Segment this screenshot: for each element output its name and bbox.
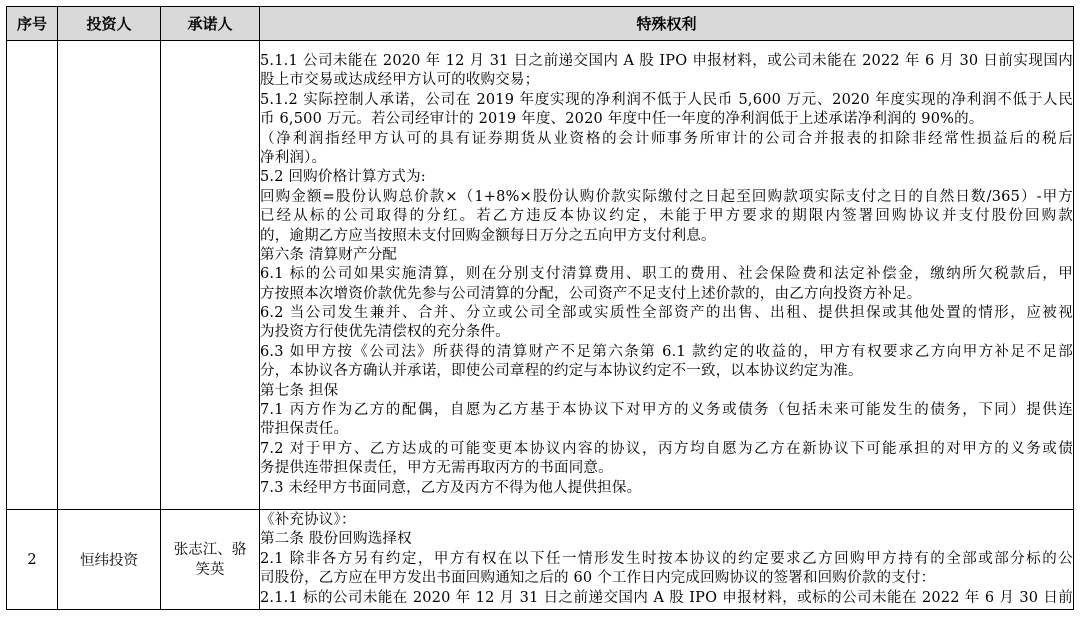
row2-promisor	[161, 510, 260, 610]
table-header-row	[7, 7, 1074, 41]
rights-line: 6.3 如甲方按《公司法》所获得的清算财产不足第六条第 6.1 款约定的收益的，甲方有权要求乙方向甲方补足不足部	[260, 343, 1073, 360]
rights-line: 的，逾期乙方应当按照未支付回购金额每日万分之五向甲方支付利息。	[260, 227, 716, 244]
rights-line: 7.2 对于甲方、乙方达成的可能变更本协议内容的协议，丙方均自愿为乙方在新协议下可能承担的对甲方的义务或债	[260, 440, 1073, 457]
promisor-line: 张志江、骆	[173, 541, 247, 558]
rights-line: 第七条 担保	[260, 382, 339, 399]
header-investor: 投资人	[58, 7, 161, 41]
rights-line: 司股份，乙方应在甲方发出书面回购通知之后的 60 个工作日内完成回购协议的签署和回购价款的支付：	[260, 570, 936, 587]
header-seq: 序号	[7, 7, 58, 41]
header-special-rights: 特殊权利	[260, 7, 1074, 41]
rights-line: 6.1 标的公司如果实施清算，则在分别支付清算费用、职工的费用、社会保险费和法定补偿金，缴纳所欠税款后，甲	[260, 266, 1073, 283]
rights-line: 分，本协议各方确认并承诺，即使公司章程的约定与本协议约定不一致，以本协议约定为准。	[260, 363, 863, 380]
table-row	[7, 510, 1074, 610]
rights-line: 5.2 回购价格计算方式为:	[260, 169, 426, 186]
rights-line: 5.1.1 公司未能在 2020 年 12 月 31 日之前递交国内 A 股 IPO 申报材料，或公司未能在 2022 年 6 月 30 日前实现国内	[260, 53, 1073, 69]
header-promisor: 承诺人	[161, 7, 260, 41]
rights-line: 为投资方行使优先清偿权的充分条件。	[260, 324, 510, 341]
table-row	[7, 41, 1074, 510]
rights-line: 7.1 丙方作为乙方的配偶，自愿为乙方基于本协议下对甲方的义务或债务（包括未来可能发生的债务，下同）提供连	[260, 402, 1073, 419]
rights-line: 2.1 除非各方另有约定，甲方有权在以下任一情形发生时按本协议的约定要求乙方回购甲方持有的全部或部分标的公	[260, 550, 1073, 567]
rights-line: 股上市交易或达成经甲方认可的收购交易；	[260, 72, 540, 89]
row2-investor: 恒纬投资	[58, 510, 161, 610]
rights-line: 第六条 清算财产分配	[260, 246, 398, 263]
row1-rights-cell	[260, 41, 1074, 510]
row2-rights-cell	[260, 510, 1074, 610]
rights-line: 务提供连带担保责任，甲方无需再取丙方的书面同意。	[260, 460, 613, 477]
rights-line: 回购金额=股份认购总价款×（1+8%×股份认购价款实际缴付之日起至回购款项实际支付之日的自然日数/365）-甲方	[260, 188, 1073, 205]
row1-promisor	[161, 41, 260, 510]
rights-line: 已经从标的公司取得的分红。若乙方违反本协议约定，未能于甲方要求的期限内签署回购协议并支付股份回购款	[260, 208, 1073, 225]
rights-line: 方按照本次增资价款优先参与公司清算的分配，公司资产不足支付上述价款的，由乙方向投资方补足。	[260, 285, 922, 302]
row1-seq	[7, 41, 58, 510]
promisor-line: 笑英	[195, 561, 225, 578]
rights-line: 2.1.1 标的公司未能在 2020 年 12 月 31 日之前递交国内 A 股 IPO 申报材料，或标的公司未能在 2022 年 6 月 30 日前	[260, 589, 1073, 606]
rights-line: 币 6,500 万元。若公司经审计的 2019 年度、2020 年度中任一年度的净利润低于上述承诺净利润的 90%的。	[260, 111, 984, 128]
rights-line: 净利润）。	[260, 149, 327, 166]
rights-line: （净利润指经甲方认可的具有证券期货从业资格的会计师事务所审计的公司合并报表的扣除非经常性损益后的税后	[260, 130, 1073, 147]
rights-line: 6.2 当公司发生兼并、合并、分立或公司全部或实质性全部资产的出售、出租、提供担保或其他处置的情形，应被视	[260, 305, 1073, 322]
rights-line: 带担保责任。	[260, 421, 349, 438]
rights-line: 第二条 股份回购选择权	[260, 531, 412, 548]
rights-line: 7.3 未经甲方书面同意，乙方及丙方不得为他人提供担保。	[260, 479, 642, 496]
rights-line: 5.1.2 实际控制人承诺，公司在 2019 年度实现的净利润不低于人民币 5,600 万元、2020 年度实现的净利润不低于人民	[260, 91, 1073, 108]
rights-line: 《补充协议》：	[260, 512, 356, 529]
row1-investor	[58, 41, 161, 510]
row2-seq: 2	[7, 510, 58, 610]
special-rights-table	[6, 6, 1074, 610]
